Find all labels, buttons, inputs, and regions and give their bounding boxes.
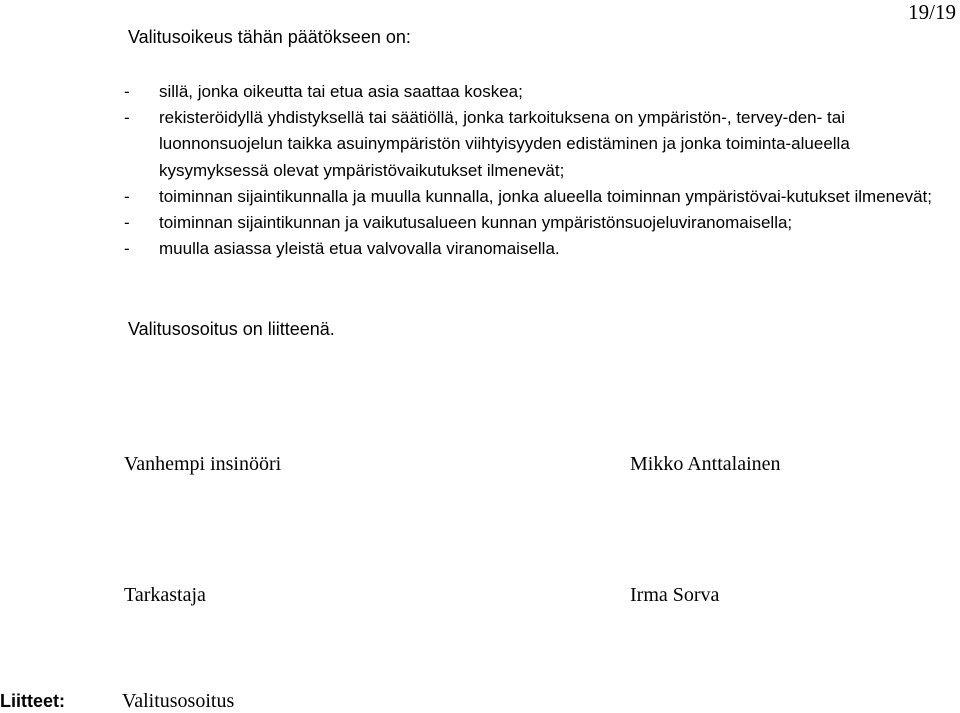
signer-title: Vanhempi insinööri <box>124 453 282 475</box>
appeal-item <box>124 79 954 105</box>
appeal-item-text: sillä, jonka oikeutta tai etua asia saattaa koskea; <box>159 82 523 101</box>
list-dash: - <box>124 108 130 128</box>
list-dash: - <box>124 186 130 206</box>
appeal-note: Valitusosoitus on liitteenä. <box>128 319 335 339</box>
appeal-item-text: toiminnan sijaintikunnan ja vaikutusalueen kunnan ympäristönsuojeluviranomaisella; <box>159 213 793 233</box>
list-dash: - <box>124 213 130 233</box>
attachments-row <box>0 689 234 713</box>
attachments-label: Liitteet: <box>0 691 65 711</box>
signer-name: Mikko Anttalainen <box>630 453 781 475</box>
appeal-item-text: toiminnan sijaintikunnalla ja muulla kunnalla, jonka alueella toiminnan ympäristövai-kutukset ilmenevät; <box>159 186 932 206</box>
appeal-item <box>124 210 954 236</box>
signer-title: Tarkastaja <box>124 584 206 606</box>
signer-name: Irma Sorva <box>630 584 720 606</box>
attachments-value: Valitusosoitus <box>122 690 235 712</box>
appeal-list <box>124 79 954 262</box>
page-number: 19/19 <box>908 0 956 24</box>
appeal-item <box>124 105 954 184</box>
list-dash: - <box>124 82 130 101</box>
appeal-heading: Valitusoikeus tähän päätökseen on: <box>128 27 411 47</box>
appeal-item <box>124 236 954 262</box>
appeal-item-text: rekisteröidyllä yhdistyksellä tai säätiöllä, jonka tarkoituksena on ympäristön-, tervey-den- tai luonnonsuojelun taikka asuinympäristön viihtyisyyden edistäminen ja jonka toiminta-alueella kysymyksessä olevat ympäristövaikutukset ilmenevät; <box>159 108 850 180</box>
list-dash: - <box>124 239 130 259</box>
appeal-item <box>124 184 954 210</box>
appeal-item-text: muulla asiassa yleistä etua valvovalla viranomaisella. <box>159 239 560 259</box>
